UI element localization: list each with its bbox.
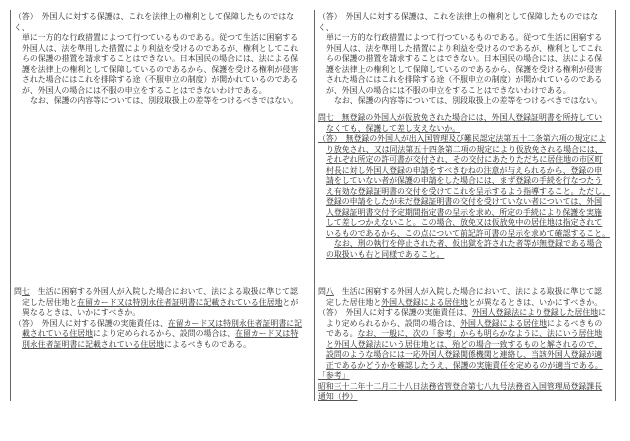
text-line <box>318 350 612 361</box>
text-line <box>318 229 612 240</box>
text-line <box>318 329 612 340</box>
text-line <box>318 361 612 372</box>
underlined-text: 載されている住居地 <box>22 329 94 338</box>
text-line <box>14 319 308 330</box>
text-segment: 単に一方的な行政措置によつて行つているものである。従つて生活に困窮する <box>326 33 603 42</box>
underlined-text: 正であるかどうかを確認したうえ、保護の実施責任を定めるのが適当である。 <box>326 360 603 370</box>
text-line <box>318 197 612 208</box>
underlined-text: り放免され、又は同法第五十四条第二項の規定により仮放免される場合には、 <box>326 144 603 154</box>
text-segment: 護を法律上の権利として保障しているのであるから、保護を受ける権利が侵害 <box>22 64 299 74</box>
underlined-text: 在留カード又は特別永住者証明書に記載されている住居地 <box>77 297 283 307</box>
text-line <box>318 382 612 393</box>
text-line <box>318 145 612 156</box>
text-line <box>14 54 308 65</box>
text-line <box>318 44 612 55</box>
text-line <box>318 208 612 219</box>
text-line <box>318 166 612 177</box>
column-divider <box>314 10 315 401</box>
text-line <box>14 12 308 33</box>
text-line <box>14 65 308 76</box>
text-segment: 異なるときは、いかにすべきか。 <box>22 308 141 317</box>
underlined-text: なお、一般に、次の「参考」からも明らかなように、法にいう居住地 <box>357 329 603 338</box>
text-line <box>318 340 612 351</box>
text-segment: 定した居住地と <box>326 297 382 307</box>
text-segment: （答） 外国人に対する保護の実施責任は、 <box>14 318 168 328</box>
text-line <box>318 96 612 107</box>
right-question-8 <box>318 287 612 403</box>
underlined-text: 設問のような場合には一応外国人登録関係機関と連絡し、当該外国人登録が適 <box>326 350 603 359</box>
text-line <box>318 371 612 382</box>
underlined-text: して差しつかえないこと。この場合、放免又は仮放免中の居住地は指定されて <box>326 218 603 227</box>
text-line <box>318 134 612 145</box>
text-line <box>318 124 612 135</box>
text-segment: 生活に困窮する外国人が入院した場合において、法による取扱に準じて認 <box>333 287 602 296</box>
text-line <box>318 12 612 33</box>
text-segment: （答） 外国人に対する保護は、これを法律上の権利として保障したものではなく、 <box>318 12 599 32</box>
underlined-text: 「参考」 <box>318 371 350 380</box>
text-line <box>14 96 308 107</box>
text-line <box>318 54 612 65</box>
text-line <box>318 75 612 86</box>
text-line <box>14 44 308 55</box>
text-line <box>14 75 308 86</box>
text-segment: 生活に困窮する外国人が入院した場合において、法による取扱に準じて認 <box>29 287 298 296</box>
text-line <box>318 176 612 187</box>
text-line <box>14 308 308 319</box>
text-line <box>318 33 612 44</box>
text-line <box>318 308 612 319</box>
right-question-7 <box>318 113 612 260</box>
text-segment: とが異なるときは、いかにすべきか。 <box>468 297 603 307</box>
text-line <box>318 298 612 309</box>
underlined-text: え有効な登録証明書の交付を受けてこれを呈示するよう指導すること。ただし、 <box>326 186 611 196</box>
text-line <box>14 86 308 97</box>
text-line <box>318 187 612 198</box>
underlined-text: 八 <box>325 287 334 296</box>
text-line <box>14 287 308 298</box>
left-border <box>10 10 11 401</box>
underlined-text: 外国人登録法により登録した居住地 <box>471 308 599 317</box>
text-segment: である。 <box>326 329 358 338</box>
underlined-text: なくても、保護して差し支えないか。 <box>326 123 461 133</box>
left-question-7 <box>14 287 308 350</box>
text-segment: が、外国人の場合には不服の申立をすることはできないわけである。 <box>326 85 571 95</box>
text-segment: によるべきものである。 <box>164 339 251 349</box>
text-line <box>318 392 612 403</box>
underlined-text: 別永住者証明書に記載されている住居地 <box>22 339 165 349</box>
text-segment: なお、保護の内容等については、別段取扱上の差等をつけるべきではない。 <box>30 96 299 105</box>
underlined-text: 登録の申請をしたが未だ登録証明書の交付を受けていない者については、外国 <box>326 197 603 206</box>
text-segment: 単に一方的な行政措置によつて行つているものである。従つて生活に困窮する <box>22 33 299 42</box>
right-border <box>615 10 616 401</box>
text-segment: らの保護の措置を請求することはできない。日本国民の場合には、法による保 <box>326 54 603 63</box>
text-segment: に <box>598 308 607 317</box>
text-line <box>318 113 612 124</box>
text-segment: された場合にはこれを排除する途（不服申立の制度）が開かれているのである <box>326 75 603 84</box>
text-line <box>318 250 612 261</box>
underlined-text: なお、刑の執行を停止された者、仮出獄を許された者等が無登録である場合 <box>334 239 603 248</box>
underlined-text: 在留カード又は特 <box>235 329 299 338</box>
text-line <box>14 298 308 309</box>
text-segment: によるべきもの <box>546 318 603 328</box>
underlined-text: 外国人登録による居住地 <box>381 297 469 307</box>
right-answer-protection <box>318 12 612 107</box>
underlined-text: 昭和三十二年十二月二十八日法務省管登合第七八九号法務省入国管理局登録課長 <box>318 381 603 391</box>
text-line <box>318 218 612 229</box>
underlined-text: （答） 無登録の外国人が出入国管理及び難民認定法第五十二条第六項の規定によ <box>318 134 607 143</box>
underlined-text: 人登録証明書交付予定期間指定書の呈示を求め、所定の手続により保護を実施 <box>326 207 602 217</box>
underlined-text: 村長に対し外国人登録の申請をすべきむねの注意が与えられるから、登録の申 <box>326 165 603 175</box>
text-line <box>318 86 612 97</box>
text-segment: 外国人は、法を準用した措置により利益を受けるのであるが、権利としてこれ <box>22 43 299 53</box>
text-segment: 護を法律上の権利として保障しているのであるから、保護を受ける権利が侵害 <box>326 64 603 74</box>
text-line <box>14 329 308 340</box>
underlined-text: 七 <box>21 287 30 296</box>
text-line <box>318 319 612 330</box>
text-segment: より定められるから、設問の場合は、 <box>326 318 461 328</box>
text-line <box>318 65 612 76</box>
text-line <box>318 287 612 298</box>
text-segment: された場合にはこれを排除する途（不服申立の制度）が開かれているのである <box>22 75 299 84</box>
left-answer-protection <box>14 12 308 107</box>
underlined-text: 通知（抄） <box>318 392 358 401</box>
underlined-text: 外国人登録による居住地 <box>460 318 547 328</box>
text-segment: （答） 外国人に対する保護は、これを法律上の権利として保障したものではなく、 <box>14 12 295 32</box>
text-line <box>14 340 308 351</box>
text-line <box>318 239 612 250</box>
text-segment: 問 <box>14 287 22 296</box>
underlined-text: 請をしていない者が保護の申請をした場合には、まず登録の手続を行なつたう <box>326 176 603 185</box>
text-line <box>14 33 308 44</box>
text-segment: とが <box>282 297 299 307</box>
underlined-text: の取扱いも右と同様であること。 <box>326 249 445 259</box>
text-segment: 問 <box>318 287 326 296</box>
text-segment: 外国人は、法を準用した措置により利益を受けるのであるが、権利としてこれ <box>326 43 603 53</box>
text-line <box>318 155 612 166</box>
underlined-text: それぞれ所定の許可書が交付され、その交付にあたりただちに居住地の市区町 <box>326 155 603 164</box>
underlined-text: 問七 無登録の外国人が仮放免された場合には、外国人登録証明書を所持してい <box>318 113 603 122</box>
underlined-text: 在留カード又は特別永住者証明書に記 <box>167 318 303 328</box>
text-segment: （答） 外国人に対する保護の実施責任は、 <box>318 308 472 317</box>
text-segment: 定した居住地と <box>22 297 78 307</box>
underlined-text: いるものであるから、この点について前記許可書の呈示を求めて確認すること。 <box>326 228 610 238</box>
text-segment: らの保護の措置を請求することはできない。日本国民の場合には、法による保 <box>22 54 299 63</box>
text-segment: により定められるから、設問の場合は、 <box>93 329 236 338</box>
text-segment: が、外国人の場合には不服の申立をすることはできないわけである。 <box>22 85 267 95</box>
underlined-text: と外国人登録法にいう居住地とは、殆どの場合一致するものと解されるので、 <box>326 339 603 349</box>
text-segment: なお、保護の内容等については、別段取扱上の差等をつけるべきではない。 <box>334 96 603 105</box>
